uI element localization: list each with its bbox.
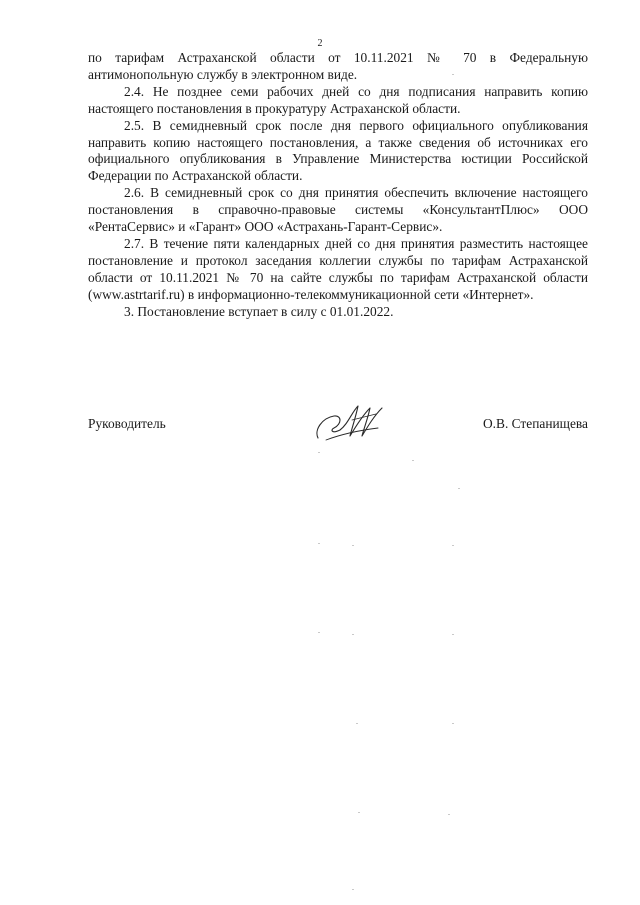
scan-speck [412, 460, 414, 461]
scan-speck [452, 74, 454, 75]
scan-speck [318, 632, 320, 633]
scan-speck [358, 812, 360, 813]
signatory-name: О.В. Степанищева [483, 416, 588, 431]
scan-speck [356, 723, 358, 724]
scan-speck [452, 634, 454, 635]
paragraph-3: 3. Постановление вступает в силу с 01.01.2022. [124, 303, 394, 319]
document-body [88, 50, 588, 321]
signatory-position: Руководитель [88, 416, 166, 431]
scan-speck [448, 814, 450, 815]
scan-speck [352, 634, 354, 635]
paragraph-2-7: 2.7. В течение пяти календарных дней со дня принятия разместить настоящее постановление и протокол заседания коллегии службы по тарифам Астраханской области от 10.11.2021 № 70 на сайте службы по тарифам Астраханской области (www.astrtarif.ru) в информационно-телекоммуникационной сети «Интернет». [88, 235, 588, 302]
handwritten-signature [312, 394, 392, 450]
paragraph-2-5: 2.5. В семидневный срок после дня первого официального опубликования направить копию настоящего постановления, а также сведения об источниках его официального опубликования в Управление Министерства юстиции Российской Федерации по Астраханской области. [88, 117, 588, 184]
scan-speck [452, 545, 454, 546]
scan-speck [318, 543, 320, 544]
scan-speck [452, 723, 454, 724]
paragraph-continuation: по тарифам Астраханской области от 10.11.2021 № 70 в Федеральную антимонопольную службу в электронном виде. [88, 50, 588, 82]
page-number: 2 [317, 38, 323, 49]
scan-speck [352, 889, 354, 890]
signature-block [88, 414, 588, 454]
scan-speck [352, 545, 354, 546]
paragraph-2-4: 2.4. Не позднее семи рабочих дней со дня подписания направить копию настоящего постановления в прокуратуру Астраханской области. [88, 83, 588, 116]
scan-speck [458, 488, 460, 489]
paragraph-2-6: 2.6. В семидневный срок со дня принятия обеспечить включение настоящего постановления в справочно-правовые системы «КонсультантПлюс» ООО «РентаСервис» и «Гарант» ООО «Астрахань-Гарант-Сервис». [88, 185, 588, 235]
scan-speck [318, 452, 320, 453]
